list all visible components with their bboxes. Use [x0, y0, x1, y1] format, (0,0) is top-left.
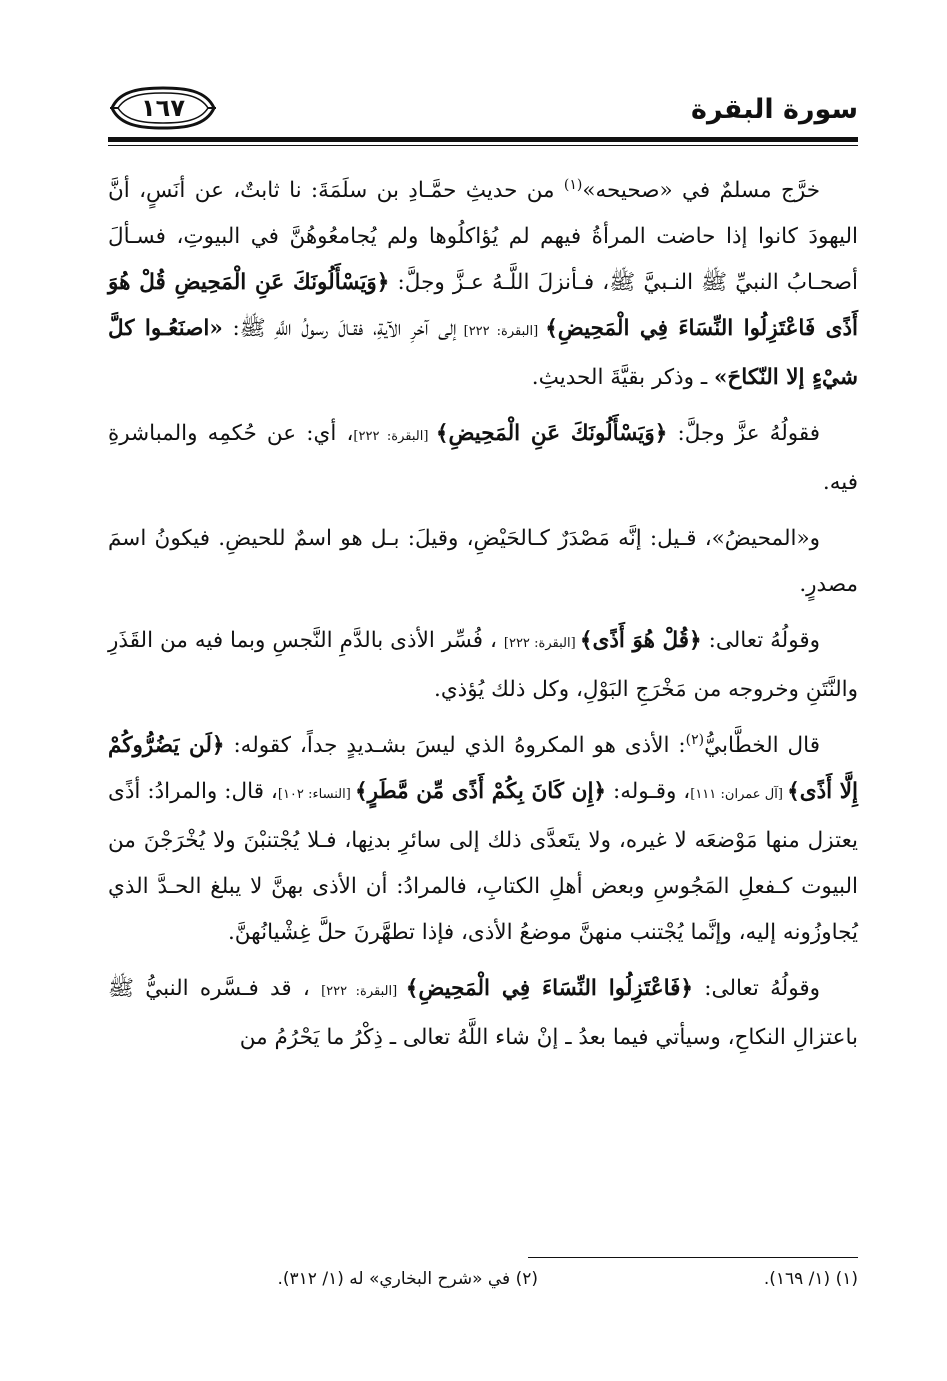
- verse-reference: [النساء: ١٠٢]: [277, 787, 356, 802]
- header-rule-thick: [108, 137, 858, 142]
- quran-quote: ﴿إِن كَانَ بِكُمْ أَذًى مِّن مَّطَرٍ﴾: [355, 779, 607, 804]
- text-run: خرَّج مسلمٌ في «صحيحه»: [582, 178, 820, 203]
- footnote-marker-1: (١): [563, 176, 583, 193]
- footnote-separator: [528, 1257, 858, 1258]
- text-run: و«المحيضُ»، قـيل: إنَّه مَصْدَرٌ كـالحَيْضِ، وقيلَ: بـل هو اسمٌ للحيضِ. فيكونُ اسمَ مصدرٍ.: [108, 526, 858, 597]
- page-body: [108, 168, 858, 1071]
- text-run: : الأذى هو المكروهُ الذي ليسَ بشـديدٍ جداً، كقوله:: [224, 733, 686, 758]
- page-number: ١٦٧: [141, 94, 185, 122]
- paragraph-4: [108, 618, 858, 713]
- verse-reference: [آل عمران: ١١١]: [690, 787, 788, 802]
- text-run: ، أي: عن حُكمِه والمباشرةِ فيه.: [108, 421, 858, 495]
- paragraph-1: [108, 168, 858, 401]
- footnote-marker-2: (٢): [685, 731, 705, 748]
- text-run: ، فُسِّر الأذى بالدَّمِ النَّجسِ وبما فيه من القَذَرِ والنَّتَنِ وخروجه من مَخْرَجِ البَوْلِ، وكل ذلك يُؤذي.: [108, 628, 858, 702]
- text-run: قال الخطَّابيُّ: [704, 733, 820, 758]
- text-run: إلى آخرِ الآيةِ، فقـالَ رسولُ اللَّهِ ﷺ:: [222, 316, 457, 341]
- quran-quote: ﴿لَن يَضُرُّوكُمْ إِلَّا أَذًى﴾: [108, 733, 858, 804]
- quran-quote: ﴿فَاعْتَزِلُوا النِّسَاءَ فِي الْمَحِيضِ﴾: [405, 976, 694, 1001]
- footnote-2: (٢) في «شرح البخاري» له (١/ ٣١٢).: [277, 1269, 538, 1289]
- text-run: ، وقـوله:: [606, 779, 691, 804]
- verse-reference: [البقرة: ٢٢٢]: [353, 429, 436, 444]
- text-run: وقولُهُ تعالى:: [701, 628, 820, 653]
- header-rule-thin: [108, 145, 858, 146]
- paragraph-3: [108, 516, 858, 608]
- quran-quote: ﴿قُلْ هُوَ أَذًى﴾: [579, 628, 702, 653]
- verse-reference: [البقرة: ٢٢٢]: [456, 324, 546, 339]
- paragraph-2: [108, 411, 858, 506]
- footnote-1: (١) (١/ ١٦٩).: [763, 1269, 858, 1289]
- text-run: ـ وذكر بقيَّةَ الحديثِ.: [531, 365, 714, 390]
- text-run: من حديثِ حمَّـادِ بن سلَمَةَ: نا ثابتٌ، عن أنَسٍ، أنَّ اليهودَ كانوا إذا حاضت المرأةُ فيهم لم يُؤاكلُوها ولم يُجامعُوهُنَّ في البيوتِ، فسـألَ أصحـابُ النبيِّ ﷺ النـبيَّ ﷺ، فـأنزلَ اللَّـهُ عـزَّ وجلَّ:: [108, 178, 858, 295]
- paragraph-6: [108, 966, 858, 1061]
- hadith-quote: «اصنَعُـوا كلَّ شيْءٍ إلا النّكاحَ»: [108, 316, 858, 390]
- text-run: فقولُهُ عزَّ وجلَّ:: [667, 421, 821, 446]
- verse-reference: [البقرة: ٢٢٢]: [503, 636, 580, 651]
- footnotes: [108, 1264, 858, 1294]
- text-run: وقولُهُ تعالى:: [693, 976, 820, 1001]
- quran-quote: ﴿وَيَسْأَلُونَكَ عَنِ الْمَحِيضِ﴾: [435, 421, 668, 446]
- page-header: [108, 86, 858, 142]
- verse-reference: [البقرة: ٢٢٢]: [321, 984, 406, 999]
- text-run: ، قد فـسَّره النبيُّ ﷺ باعتزالِ النكاحِ، وسيأتي فيما بعدُ ـ إنْ شاء اللَّهُ تعالى ـ ذِكْرُ ما يَحْرُمُ من: [108, 976, 858, 1050]
- paragraph-5: [108, 723, 858, 956]
- text-run: ، قال: والمرادُ: أذًى يعتزل منها مَوْضعَه لا غيره، ولا يتَعدَّى ذلك إلى سائرِ بدنِها، فـلا يُجْتنبْنَ ولا يُخْرَجْنَ من البيوت كـفعلِ المَجُوسِ وبعض أهلِ الكتابِ، فالمرادُ: أن الأذى بهنَّ لا يبلغ الحـدَّ الذي يُجاوزُونه إليه، وإنَّما يُجْتنب منهنَّ موضعُ الأذى، فإذا تطهَّرنَ حلَّ غِشْيانُهنَّ.: [108, 779, 858, 945]
- surah-title: سورة البقرة: [691, 94, 858, 125]
- quran-quote: ﴿وَيَسْأَلُونَكَ عَنِ الْمَحِيضِ قُلْ هُوَ أَذًى فَاعْتَزِلُوا النِّسَاءَ فِي الْمَحِيضِ﴾: [108, 270, 858, 341]
